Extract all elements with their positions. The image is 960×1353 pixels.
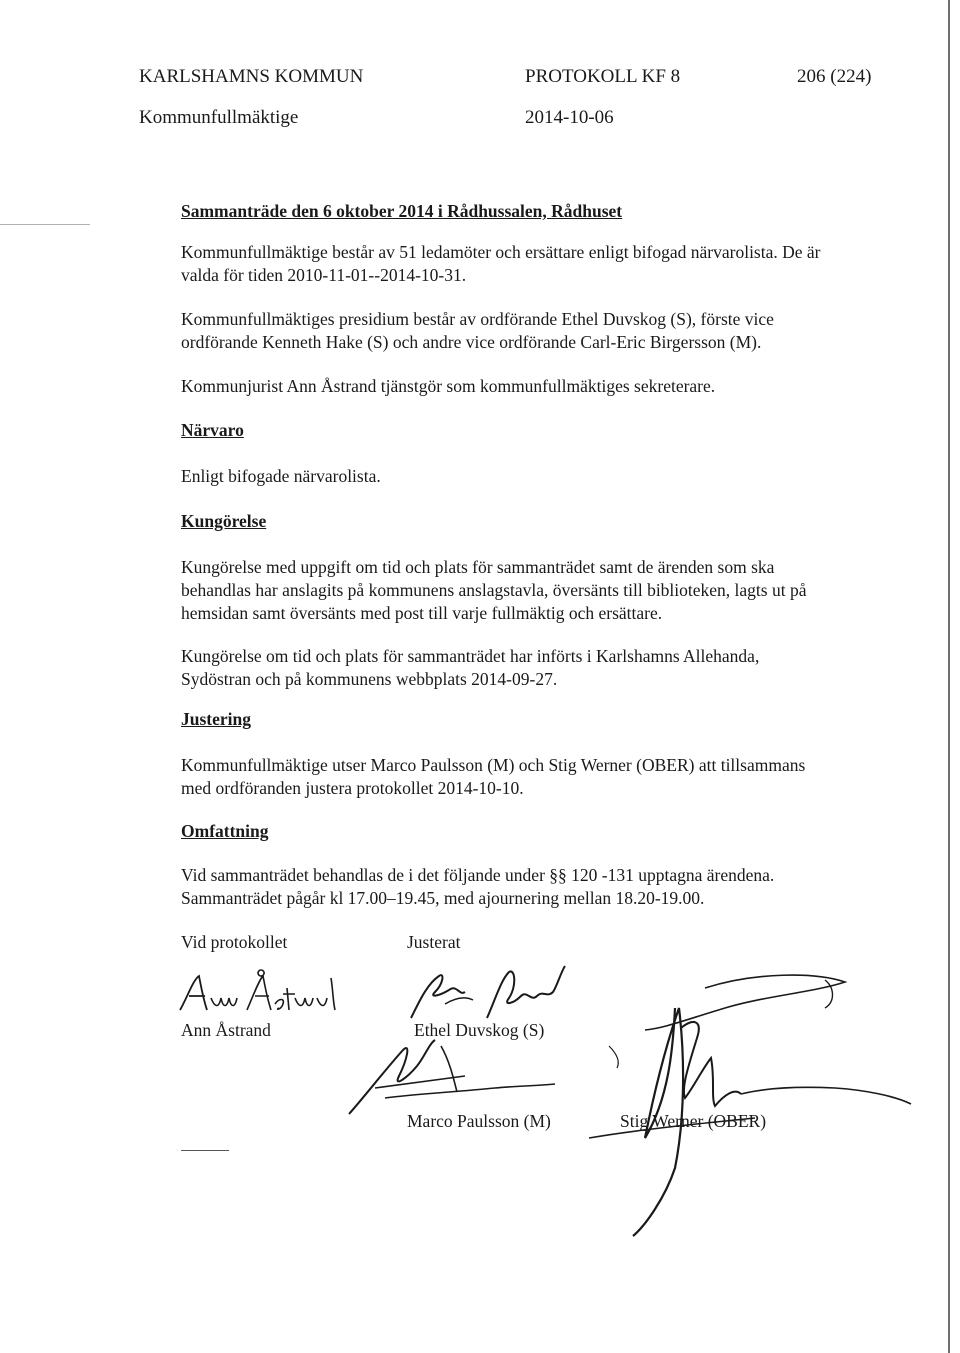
kungorelse-p2-line-2: Sydöstran och på kommunens webbplats 2014-09-27. [181,669,558,689]
page-number: 206 (224) [797,66,872,87]
verifier1-name: Marco Paulsson (M) [407,1111,551,1131]
scan-artifact-left [0,224,90,225]
omfattning-line-2: Sammanträdet pågår kl 17.00–19.45, med ajournering mellan 18.20-19.00. [181,888,705,908]
kungorelse-p2-line-1: Kungörelse om tid och plats för sammanträdet har införts i Karlshamns Allehanda, [181,646,760,666]
justering-heading: Justering [181,709,251,729]
presidium-line-2: ordförande Kenneth Hake (S) och andre vice ordförande Carl-Eric Birgersson (M). [181,332,762,352]
narvaro-heading: Närvaro [181,420,244,440]
kungorelse-heading: Kungörelse [181,511,267,531]
justering-paragraph [181,754,871,800]
narvaro-text: Enligt bifogade närvarolista. [181,466,381,486]
secretary-signature [175,968,345,1018]
omfattning-line-1: Vid sammanträdet behandlas de i det följande under §§ 120 -131 upptagna ärendena. [181,865,775,885]
members-line-2: valda för tiden 2010-11-01--2014-10-31. [181,265,467,285]
secretary-paragraph: Kommunjurist Ann Åstrand tjänstgör som kommunfullmäktiges sekreterare. [181,376,716,396]
kungorelse-paragraph-1 [181,556,871,625]
presidium-line-1: Kommunfullmäktiges presidium består av ordförande Ethel Duvskog (S), förste vice [181,309,774,329]
verifier1-signature [345,1036,565,1116]
omfattning-paragraph [181,864,871,910]
protocol-label: Vid protokollet [181,932,288,952]
members-line-1: Kommunfullmäktige består av 51 ledamöter och ersättare enligt bifogad närvarolista. De är [181,242,821,262]
organization-name: KARLSHAMNS KOMMUN [139,66,364,87]
omfattning-heading: Omfattning [181,821,269,841]
page-edge-line [948,0,950,1353]
kungorelse-p1-line-3: hemsidan samt översänts med post till varje fullmäktig och ersättare. [181,603,663,623]
kungorelse-p1-line-1: Kungörelse med uppgift om tid och plats för sammanträdet samt de ärenden som ska [181,557,775,577]
verifier2-signature [585,968,915,1238]
presidium-paragraph [181,308,871,354]
justering-line-1: Kommunfullmäktige utser Marco Paulsson (M) och Stig Werner (OBER) att tillsammans [181,755,806,775]
justering-line-2: med ordföranden justera protokollet 2014-10-10. [181,778,524,798]
chair-name: Ethel Duvskog (S) [414,1020,545,1040]
body-name: Kommunfullmäktige [139,107,299,128]
secretary-name: Ann Åstrand [181,1020,271,1040]
verified-label: Justerat [407,932,461,952]
verifier2-name: Stig Werner (OBER) [620,1111,767,1131]
chair-signature [405,962,585,1022]
kungorelse-paragraph-2 [181,645,871,691]
protocol-date: 2014-10-06 [525,107,614,128]
meeting-title: Sammanträde den 6 oktober 2014 i Rådhussalen, Rådhuset [181,201,623,221]
kungorelse-p1-line-2: behandlas har anslagits på kommunens anslagstavla, översänts till biblioteken, lagts ut på [181,580,807,600]
members-paragraph [181,241,871,287]
scan-artifact-dash [181,1150,229,1151]
protocol-number: PROTOKOLL KF 8 [525,66,681,87]
